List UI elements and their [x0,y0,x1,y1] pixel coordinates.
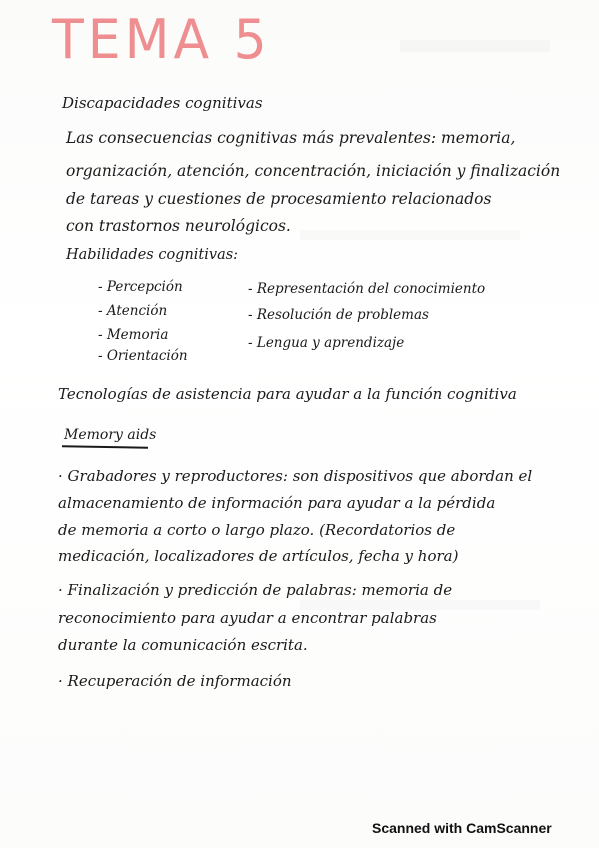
ability-item: - Representación del conocimiento [248,281,486,297]
page-title: TEMA 5 [52,8,271,72]
paragraph-line: de tareas y cuestiones de procesamiento relacionados [66,190,492,208]
item-line: durante la comunicación escrita. [58,636,308,654]
item-line: reconocimiento para ayudar a encontrar palabras [58,609,437,627]
ability-item: - Percepción [98,279,183,295]
bleed-through-mark [300,230,520,240]
memory-aids-underline [62,445,148,449]
item-line: de memoria a corto o largo plazo. (Recordatorios de [58,521,456,539]
bleed-through-mark [400,40,550,52]
ability-item: - Lengua y aprendizaje [248,335,405,351]
memory-aids-heading: Memory aids [64,427,157,443]
abilities-heading: Habilidades cognitivas: [66,247,239,263]
section-heading: Discapacidades cognitivas [62,94,263,112]
paragraph-line: Las consecuencias cognitivas más prevalentes: memoria, [66,129,516,147]
scanner-watermark: Scanned with CamScanner [372,820,552,836]
ability-item: - Orientación [98,348,188,364]
ability-item: - Memoria [98,327,169,343]
item-line: · Grabadores y reproductores: son dispositivos que abordan el [58,467,533,485]
ability-item: - Resolución de problemas [248,307,429,323]
technologies-heading: Tecnologías de asistencia para ayudar a la función cognitiva [58,385,517,403]
ability-item: - Atención [98,303,168,319]
paragraph-line: organización, atención, concentración, iniciación y finalización [66,162,561,180]
item-line: almacenamiento de información para ayudar a la pérdida [58,494,496,512]
item-line: medicación, localizadores de artículos, fecha y hora) [58,547,459,565]
item-line: · Finalización y predicción de palabras: memoria de [58,581,453,599]
item-line: · Recuperación de información [58,672,292,690]
paragraph-line: con trastornos neurológicos. [66,217,291,235]
